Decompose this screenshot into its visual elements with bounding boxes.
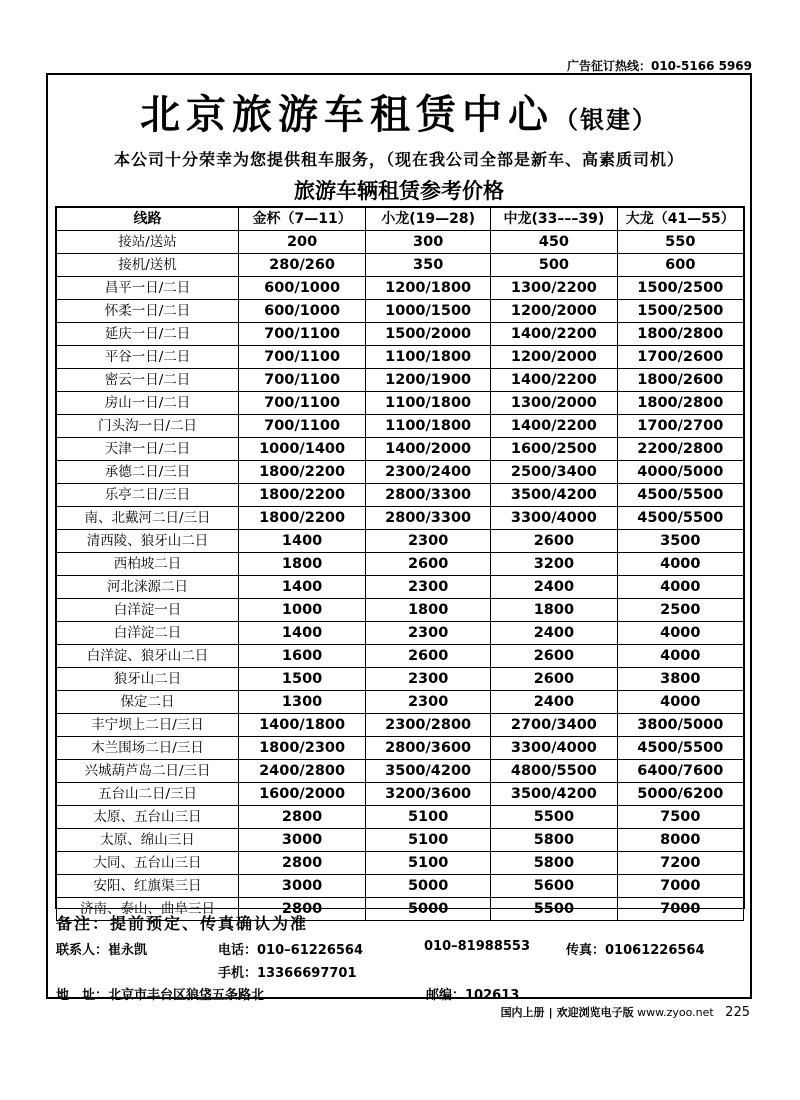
cell-xiaolong: 2300/2800 <box>366 714 491 737</box>
cell-dalong: 600 <box>617 254 743 277</box>
cell-jinbei: 1400 <box>239 530 366 553</box>
phone-label: 电话： <box>218 943 258 958</box>
cell-dalong: 550 <box>617 231 743 254</box>
table-row <box>57 783 744 806</box>
footer-slogan: 欢迎浏览电子版 <box>556 1006 634 1019</box>
cell-zhonglong: 3200 <box>491 553 617 576</box>
cell-jinbei: 700/1100 <box>239 323 366 346</box>
cell-route: 房山一日/二日 <box>57 392 239 415</box>
cell-jinbei: 1800 <box>239 553 366 576</box>
table-row <box>57 576 744 599</box>
company-suffix: （银建） <box>554 105 658 134</box>
cell-xiaolong: 3200/3600 <box>366 783 491 806</box>
cell-xiaolong: 1200/1900 <box>366 369 491 392</box>
price-table-container <box>55 206 745 917</box>
table-header-row <box>57 208 744 231</box>
cell-dalong: 7200 <box>617 852 743 875</box>
cell-zhonglong: 2600 <box>491 645 617 668</box>
cell-dalong: 6400/7600 <box>617 760 743 783</box>
table-row <box>57 507 744 530</box>
cell-route: 河北涞源二日 <box>57 576 239 599</box>
cell-zhonglong: 5500 <box>491 898 617 921</box>
cell-zhonglong: 2700/3400 <box>491 714 617 737</box>
postcode-label: 邮编： <box>426 988 466 1003</box>
address-text: 北京市丰台区狼垡五条路北 <box>108 988 265 1003</box>
cell-xiaolong: 1100/1800 <box>366 346 491 369</box>
table-row <box>57 875 744 898</box>
cell-dalong: 1700/2700 <box>617 415 743 438</box>
cell-jinbei: 3000 <box>239 875 366 898</box>
mobile-label: 手机： <box>218 966 258 981</box>
cell-route: 丰宁坝上二日/三日 <box>57 714 239 737</box>
cell-xiaolong: 2300 <box>366 668 491 691</box>
cell-jinbei: 1000 <box>239 599 366 622</box>
cell-xiaolong: 2800/3300 <box>366 484 491 507</box>
cell-dalong: 3800/5000 <box>617 714 743 737</box>
phone-number-1: 010–61226564 <box>257 943 364 958</box>
cell-jinbei: 200 <box>239 231 366 254</box>
contact-person-label: 联系人： <box>56 943 109 958</box>
cell-dalong: 7000 <box>617 898 743 921</box>
cell-jinbei: 1400/1800 <box>239 714 366 737</box>
cell-jinbei: 600/1000 <box>239 277 366 300</box>
cell-zhonglong: 2400 <box>491 576 617 599</box>
cell-xiaolong: 1200/1800 <box>366 277 491 300</box>
cell-zhonglong: 5500 <box>491 806 617 829</box>
cell-jinbei: 1500 <box>239 668 366 691</box>
cell-xiaolong: 2800/3600 <box>366 737 491 760</box>
cell-zhonglong: 5600 <box>491 875 617 898</box>
table-row <box>57 300 744 323</box>
cell-zhonglong: 1300/2000 <box>491 392 617 415</box>
cell-dalong: 4500/5500 <box>617 507 743 530</box>
table-row <box>57 760 744 783</box>
table-row <box>57 645 744 668</box>
cell-jinbei: 1600/2000 <box>239 783 366 806</box>
contact-person <box>56 939 147 958</box>
cell-route: 西柏坡二日 <box>57 553 239 576</box>
cell-route: 接机/送机 <box>57 254 239 277</box>
contact-phone-2: 010–81988553 <box>424 939 530 954</box>
cell-route: 承德二日/三日 <box>57 461 239 484</box>
cell-zhonglong: 2400 <box>491 622 617 645</box>
table-row <box>57 369 744 392</box>
cell-xiaolong: 1000/1500 <box>366 300 491 323</box>
cell-route: 清西陵、狼牙山二日 <box>57 530 239 553</box>
table-row <box>57 714 744 737</box>
cell-dalong: 1500/2500 <box>617 277 743 300</box>
cell-route: 大同、五台山三日 <box>57 852 239 875</box>
cell-dalong: 4500/5500 <box>617 737 743 760</box>
header-dalong: 大龙（41—55） <box>617 208 743 231</box>
cell-jinbei: 280/260 <box>239 254 366 277</box>
price-table <box>56 207 744 921</box>
cell-dalong: 4000 <box>617 576 743 599</box>
cell-route: 门头沟一日/二日 <box>57 415 239 438</box>
cell-route: 木兰围场二日/三日 <box>57 737 239 760</box>
table-row <box>57 254 744 277</box>
table-row <box>57 277 744 300</box>
cell-dalong: 1800/2600 <box>617 369 743 392</box>
cell-route: 乐亭二日/三日 <box>57 484 239 507</box>
cell-dalong: 1800/2800 <box>617 392 743 415</box>
cell-xiaolong: 2600 <box>366 553 491 576</box>
cell-dalong: 4000 <box>617 553 743 576</box>
cell-dalong: 7000 <box>617 875 743 898</box>
address-label: 地 址： <box>56 988 109 1003</box>
cell-route: 太原、五台山三日 <box>57 806 239 829</box>
cell-route: 延庆一日/二日 <box>57 323 239 346</box>
cell-zhonglong: 3300/4000 <box>491 507 617 530</box>
cell-zhonglong: 2600 <box>491 530 617 553</box>
cell-jinbei: 1800/2200 <box>239 461 366 484</box>
cell-zhonglong: 450 <box>491 231 617 254</box>
cell-route: 兴城葫芦岛二日/三日 <box>57 760 239 783</box>
cell-jinbei: 1000/1400 <box>239 438 366 461</box>
table-row <box>57 852 744 875</box>
cell-route: 太原、绵山三日 <box>57 829 239 852</box>
cell-zhonglong: 3500/4200 <box>491 484 617 507</box>
table-row <box>57 461 744 484</box>
cell-jinbei: 1600 <box>239 645 366 668</box>
cell-zhonglong: 2500/3400 <box>491 461 617 484</box>
cell-zhonglong: 5800 <box>491 852 617 875</box>
contact-person-name: 崔永凯 <box>108 943 148 958</box>
header-jinbei: 金杯（7—11） <box>239 208 366 231</box>
contact-phone <box>218 939 363 958</box>
cell-dalong: 5000/6200 <box>617 783 743 806</box>
contact-mobile <box>218 962 357 981</box>
cell-jinbei: 700/1100 <box>239 392 366 415</box>
cell-zhonglong: 1200/2000 <box>491 346 617 369</box>
cell-xiaolong: 1100/1800 <box>366 392 491 415</box>
table-row <box>57 806 744 829</box>
cell-dalong: 3800 <box>617 668 743 691</box>
cell-xiaolong: 5000 <box>366 875 491 898</box>
cell-route: 天津一日/二日 <box>57 438 239 461</box>
company-name: 北京旅游车租赁中心 <box>140 91 554 138</box>
cell-jinbei: 3000 <box>239 829 366 852</box>
cell-jinbei: 700/1100 <box>239 415 366 438</box>
table-row <box>57 829 744 852</box>
cell-zhonglong: 2400 <box>491 691 617 714</box>
cell-jinbei: 2800 <box>239 898 366 921</box>
cell-xiaolong: 1800 <box>366 599 491 622</box>
cell-jinbei: 600/1000 <box>239 300 366 323</box>
cell-zhonglong: 4800/5500 <box>491 760 617 783</box>
cell-dalong: 1800/2800 <box>617 323 743 346</box>
cell-xiaolong: 350 <box>366 254 491 277</box>
cell-dalong: 8000 <box>617 829 743 852</box>
table-row <box>57 530 744 553</box>
contact-postcode <box>426 984 519 1003</box>
cell-route: 怀柔一日/二日 <box>57 300 239 323</box>
table-row <box>57 484 744 507</box>
fax-number: 01061226564 <box>605 943 705 958</box>
cell-dalong: 2500 <box>617 599 743 622</box>
table-body <box>57 231 744 921</box>
cell-xiaolong: 300 <box>366 231 491 254</box>
cell-jinbei: 1800/2300 <box>239 737 366 760</box>
cell-jinbei: 1400 <box>239 622 366 645</box>
footer-separator: | <box>548 1006 553 1019</box>
price-table-title: 旅游车辆租赁参考价格 <box>294 178 504 203</box>
footer-site: www.zyoo.net <box>637 1006 714 1019</box>
header-xiaolong: 小龙(19—28) <box>366 208 491 231</box>
cell-xiaolong: 5100 <box>366 806 491 829</box>
cell-route: 济南、泰山、曲阜三日 <box>57 898 239 921</box>
cell-route: 白洋淀一日 <box>57 599 239 622</box>
cell-dalong: 4000 <box>617 622 743 645</box>
table-row <box>57 668 744 691</box>
cell-dalong: 1500/2500 <box>617 300 743 323</box>
cell-xiaolong: 2800/3300 <box>366 507 491 530</box>
contact-fax <box>566 939 705 958</box>
cell-xiaolong: 2300/2400 <box>366 461 491 484</box>
cell-route: 平谷一日/二日 <box>57 346 239 369</box>
cell-jinbei: 2800 <box>239 852 366 875</box>
cell-xiaolong: 1100/1800 <box>366 415 491 438</box>
cell-zhonglong: 1400/2200 <box>491 369 617 392</box>
cell-jinbei: 1800/2200 <box>239 484 366 507</box>
postcode-number: 102613 <box>465 988 520 1003</box>
cell-dalong: 4000 <box>617 691 743 714</box>
cell-jinbei: 1800/2200 <box>239 507 366 530</box>
table-row <box>57 323 744 346</box>
cell-zhonglong: 3300/4000 <box>491 737 617 760</box>
company-title <box>48 83 750 140</box>
cell-jinbei: 1300 <box>239 691 366 714</box>
cell-route: 安阳、红旗渠三日 <box>57 875 239 898</box>
cell-zhonglong: 1300/2200 <box>491 277 617 300</box>
table-row <box>57 438 744 461</box>
cell-zhonglong: 1800 <box>491 599 617 622</box>
table-row <box>57 737 744 760</box>
header-zhonglong: 中龙(33–––39) <box>491 208 617 231</box>
cell-zhonglong: 1400/2200 <box>491 323 617 346</box>
cell-xiaolong: 3500/4200 <box>366 760 491 783</box>
cell-zhonglong: 1600/2500 <box>491 438 617 461</box>
footer-section: 国内上册 <box>500 1006 545 1019</box>
cell-xiaolong: 5100 <box>366 829 491 852</box>
cell-dalong: 4000 <box>617 645 743 668</box>
cell-route: 昌平一日/二日 <box>57 277 239 300</box>
cell-route: 保定二日 <box>57 691 239 714</box>
cell-route: 狼牙山二日 <box>57 668 239 691</box>
fax-label: 传真： <box>566 943 606 958</box>
cell-route: 南、北戴河二日/三日 <box>57 507 239 530</box>
table-row <box>57 553 744 576</box>
cell-jinbei: 2400/2800 <box>239 760 366 783</box>
table-row <box>57 415 744 438</box>
mobile-number: 13366697701 <box>257 966 357 981</box>
cell-zhonglong: 500 <box>491 254 617 277</box>
cell-route: 接站/送站 <box>57 231 239 254</box>
cell-xiaolong: 5000 <box>366 898 491 921</box>
cell-route: 五台山二日/三日 <box>57 783 239 806</box>
cell-dalong: 2200/2800 <box>617 438 743 461</box>
cell-zhonglong: 5800 <box>491 829 617 852</box>
ad-hotline: 广告征订热线：010-5166 5969 <box>566 59 752 73</box>
table-row <box>57 691 744 714</box>
table-row <box>57 346 744 369</box>
cell-xiaolong: 2600 <box>366 645 491 668</box>
cell-xiaolong: 2300 <box>366 622 491 645</box>
cell-dalong: 4500/5500 <box>617 484 743 507</box>
cell-zhonglong: 2600 <box>491 668 617 691</box>
header-route: 线路 <box>57 208 239 231</box>
cell-xiaolong: 1400/2000 <box>366 438 491 461</box>
table-row <box>57 231 744 254</box>
cell-jinbei: 1400 <box>239 576 366 599</box>
cell-zhonglong: 1200/2000 <box>491 300 617 323</box>
table-row <box>57 622 744 645</box>
cell-dalong: 4000/5000 <box>617 461 743 484</box>
cell-xiaolong: 5100 <box>366 852 491 875</box>
cell-xiaolong: 2300 <box>366 691 491 714</box>
cell-dalong: 3500 <box>617 530 743 553</box>
intro-text: 本公司十分荣幸为您提供租车服务，（现在我公司全部是新车、高素质司机） <box>113 150 684 169</box>
cell-route: 白洋淀、狼牙山二日 <box>57 645 239 668</box>
cell-jinbei: 700/1100 <box>239 369 366 392</box>
table-row <box>57 599 744 622</box>
page-number: 225 <box>725 1005 750 1020</box>
booking-note: 备注：提前预定、传真确认为准 <box>56 914 309 933</box>
cell-zhonglong: 3500/4200 <box>491 783 617 806</box>
cell-xiaolong: 2300 <box>366 576 491 599</box>
cell-xiaolong: 1500/2000 <box>366 323 491 346</box>
cell-xiaolong: 2300 <box>366 530 491 553</box>
page-footer <box>501 1004 750 1020</box>
cell-dalong: 1700/2600 <box>617 346 743 369</box>
cell-jinbei: 2800 <box>239 806 366 829</box>
cell-dalong: 7500 <box>617 806 743 829</box>
cell-route: 密云一日/二日 <box>57 369 239 392</box>
contact-address <box>56 984 264 1003</box>
cell-route: 白洋淀二日 <box>57 622 239 645</box>
cell-zhonglong: 1400/2200 <box>491 415 617 438</box>
cell-jinbei: 700/1100 <box>239 346 366 369</box>
ad-frame <box>46 73 752 1003</box>
table-row <box>57 392 744 415</box>
